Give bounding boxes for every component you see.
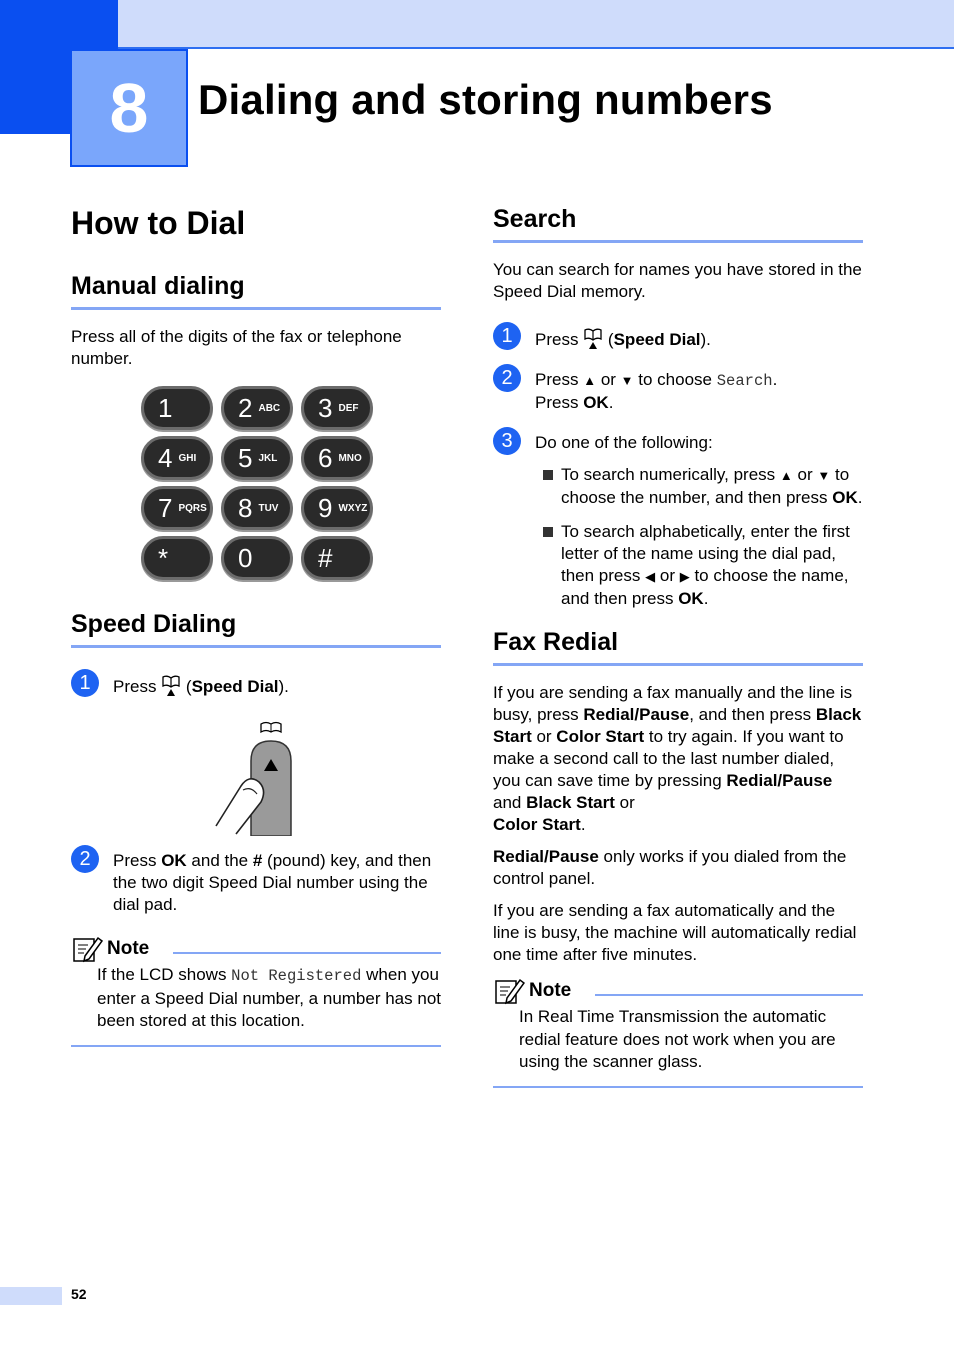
keypad-letters: PQRS (178, 502, 207, 514)
note-pencil-icon (493, 976, 525, 1006)
left-arrow-icon: ◀ (645, 569, 656, 584)
keypad-key (141, 386, 213, 430)
keypad-key (141, 536, 213, 580)
speed-dial-book-icon (161, 674, 181, 698)
footer-band (0, 1287, 62, 1305)
fax-redial-heading: Fax Redial (493, 628, 863, 666)
keypad-key (301, 536, 373, 580)
keypad-key (301, 436, 373, 480)
keypad-digit: 4 (158, 442, 173, 473)
search-step-1: 1 Press (Speed Dial). (493, 327, 863, 351)
keypad-digit: 1 (158, 392, 173, 423)
right-arrow-icon: ▶ (679, 569, 690, 584)
keypad-letters: GHI (178, 452, 197, 464)
note-pencil-icon (71, 934, 103, 964)
speed-dial-book-icon (583, 327, 603, 351)
manual-dialing-text: Press all of the digits of the fax or telephone number. (71, 327, 402, 368)
note-text: In Real Time Transmission the automatic redial feature does not work when you are using the scanner glass. (493, 1006, 863, 1088)
search-step-3: 3 Do one of the following: To search numerically, press ▲ or ▼ to choose the number, and then press OK. To search alphabetically, enter the first letter of the name using the dial pad, then press ◀ or ▶ to choose the name, and then press OK. (493, 432, 863, 610)
fax-redial-note (493, 976, 863, 1088)
fax-redial-paragraph-1: If you are sending a fax manually and the line is busy, press Redial/Pause, and then press Black Start or Color Start to try again. If you want to make a second call to the last number dialed, you can save time by pressing Redial/Pause and Black Start or Color Start. (493, 683, 862, 834)
left-column (71, 205, 441, 1053)
list-item: To search alphabetically, enter the first letter of the name using the dial pad, then press ◀ or ▶ to choose the name, and then press OK. (535, 521, 863, 610)
speed-dial-note (71, 934, 441, 1047)
keypad-digit: * (158, 542, 169, 573)
keypad-letters: JKL (258, 452, 278, 464)
keypad-letters: WXYZ (338, 502, 368, 514)
keypad-digit: 9 (318, 492, 333, 523)
note-text: If the LCD shows Not Registered when you enter a Speed Dial number, a number has not been stored at this location. (71, 964, 441, 1047)
keypad-digit: # (318, 542, 333, 573)
keypad-digit: 3 (318, 392, 333, 423)
keypad-letters: MNO (338, 452, 362, 464)
down-arrow-icon: ▼ (817, 468, 831, 483)
keypad-letters: ABC (258, 402, 281, 414)
step-number-1: 1 (493, 322, 521, 350)
keypad-key (221, 486, 293, 530)
dial-pad-illustration (141, 386, 441, 580)
fax-redial-paragraph-2: Redial/Pause only works if you dialed from the control panel. (493, 847, 847, 888)
manual-dialing-heading: Manual dialing (71, 272, 441, 310)
up-arrow-icon: ▲ (583, 373, 597, 388)
speed-dial-button-illustration (71, 716, 441, 836)
search-options-list (535, 464, 863, 610)
how-to-dial-heading: How to Dial (71, 205, 246, 241)
chapter-number-box (70, 49, 188, 167)
page-number: 52 (71, 1286, 87, 1302)
speed-step-2: 2 Press OK and the # (pound) key, and then the two digit Speed Dial number using the dial pad. (71, 850, 441, 916)
right-column (493, 205, 863, 1094)
note-label: Note (529, 980, 572, 1001)
list-item: To search numerically, press ▲ or ▼ to choose the number, and then press OK. (535, 464, 863, 509)
keypad-key (301, 386, 373, 430)
keypad-digit: 7 (158, 492, 173, 523)
up-arrow-icon: ▲ (779, 468, 793, 483)
header-band (118, 0, 954, 49)
step-number-2: 2 (71, 845, 99, 873)
keypad-digit: 5 (238, 442, 253, 473)
speed-dialing-heading: Speed Dialing (71, 610, 441, 648)
keypad-key (221, 436, 293, 480)
chapter-number: 8 (109, 69, 149, 147)
search-heading: Search (493, 205, 863, 243)
note-label: Note (107, 938, 150, 959)
keypad-digit: 8 (238, 492, 253, 523)
search-intro: You can search for names you have stored in the Speed Dial memory. (493, 260, 862, 301)
keypad-key (221, 536, 293, 580)
step-number-3: 3 (493, 427, 521, 455)
keypad-letters: TUV (258, 502, 279, 514)
keypad-key (141, 486, 213, 530)
speed-step-1: 1 Press (Speed Dial). (71, 674, 441, 698)
keypad-digit: 2 (238, 392, 253, 423)
keypad-key (141, 436, 213, 480)
keypad-key (221, 386, 293, 430)
step-number-2: 2 (493, 364, 521, 392)
fax-redial-paragraph-3: If you are sending a fax automatically and the line is busy, the machine will automatically redial one time after five minutes. (493, 901, 857, 964)
keypad-digit: 6 (318, 442, 333, 473)
keypad-digit: 0 (238, 542, 253, 573)
step-number-1: 1 (71, 669, 99, 697)
chapter-title: Dialing and storing numbers (198, 76, 773, 123)
keypad-key (301, 486, 373, 530)
search-step-2: 2 Press ▲ or ▼ to choose Search. Press OK. (493, 369, 863, 414)
keypad-letters: DEF (338, 402, 359, 414)
down-arrow-icon: ▼ (620, 373, 634, 388)
